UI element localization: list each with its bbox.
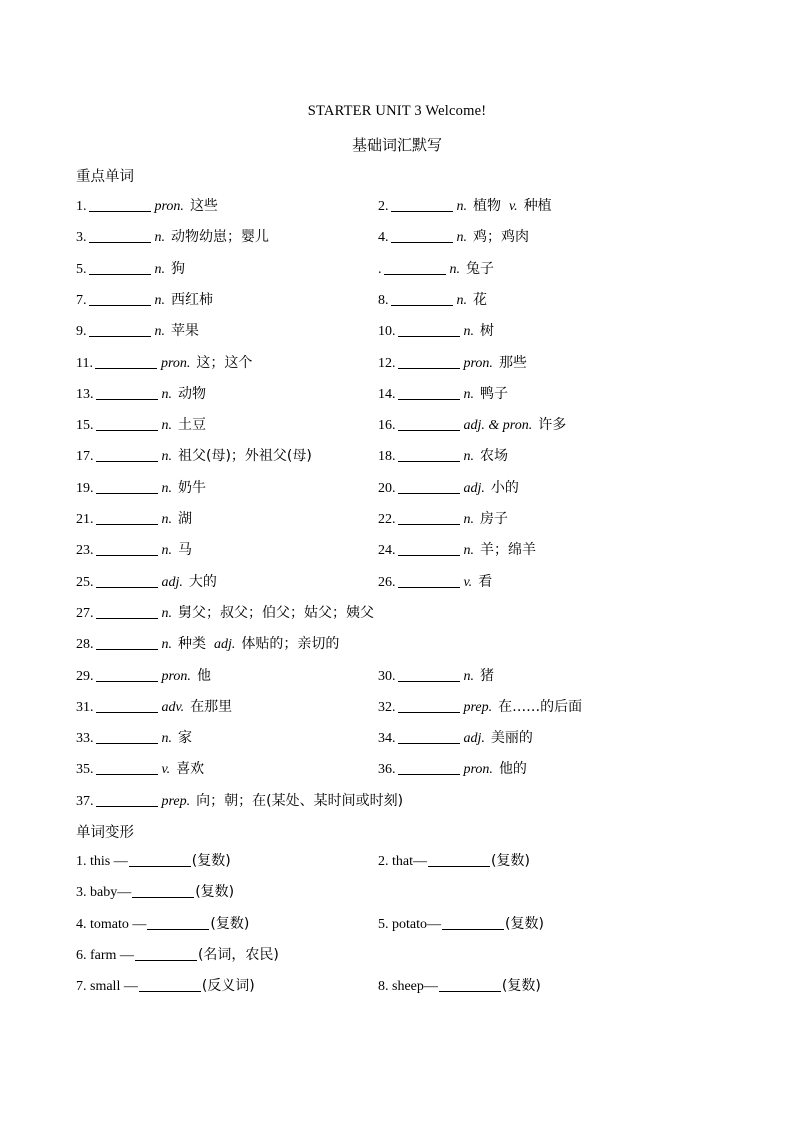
vocab-row bbox=[0, 384, 794, 406]
vocab-item bbox=[378, 509, 508, 530]
part-of-speech: n. bbox=[161, 605, 172, 621]
answer-blank[interactable] bbox=[398, 760, 460, 775]
page-subtitle: 基础词汇默写 bbox=[351, 136, 442, 154]
vocab-item bbox=[378, 572, 492, 593]
vocab-item bbox=[378, 728, 533, 749]
part-of-speech: adj. & pron. bbox=[463, 418, 533, 434]
vocab-row bbox=[0, 603, 794, 625]
item-number: 28. bbox=[76, 637, 94, 653]
vocab-item bbox=[378, 196, 552, 217]
part-of-speech: n. bbox=[154, 261, 165, 277]
chinese-meaning: 种类 bbox=[178, 636, 206, 653]
item-number: 24. bbox=[378, 543, 396, 559]
form-hint: (复数) bbox=[505, 915, 544, 932]
chinese-meaning: 美丽的 bbox=[490, 730, 533, 747]
vocab-item bbox=[378, 321, 494, 342]
vocab-row bbox=[0, 353, 794, 375]
vocab-item bbox=[76, 509, 192, 530]
chinese-meaning: 他 bbox=[196, 667, 211, 684]
chinese-meaning: 祖父(母)；外祖父(母) bbox=[178, 448, 312, 465]
item-number: 1. bbox=[76, 199, 87, 214]
part-of-speech: n. bbox=[463, 386, 474, 402]
answer-blank[interactable] bbox=[96, 667, 158, 682]
vocab-item bbox=[378, 540, 536, 561]
vocab-item bbox=[378, 259, 494, 280]
answer-blank[interactable] bbox=[398, 698, 460, 713]
part-of-speech: n. bbox=[154, 324, 165, 340]
vocab-item bbox=[76, 227, 269, 248]
word-prompt: 6. farm — bbox=[76, 947, 134, 963]
item-number: 13. bbox=[76, 386, 94, 402]
page-title: STARTER UNIT 3 Welcome! bbox=[307, 103, 487, 119]
part-of-speech: pron. bbox=[463, 355, 493, 371]
vocab-item bbox=[76, 446, 312, 467]
vocab-item bbox=[378, 384, 508, 405]
answer-blank[interactable] bbox=[96, 447, 158, 462]
form-hint: (复数) bbox=[191, 853, 231, 869]
part-of-speech: prep. bbox=[161, 793, 191, 809]
item-number: 34. bbox=[378, 731, 396, 747]
chinese-meaning: 在……的后面 bbox=[498, 698, 583, 715]
item-number: . bbox=[378, 261, 382, 277]
vocab-item bbox=[76, 353, 252, 374]
vocab-item bbox=[76, 603, 374, 624]
part-of-speech: prep. bbox=[463, 699, 493, 715]
chinese-meaning: 动物 bbox=[178, 385, 206, 402]
item-number: 32. bbox=[378, 699, 396, 715]
vocab-row bbox=[0, 728, 794, 750]
part-of-speech: n. bbox=[456, 199, 467, 214]
vocab-row bbox=[0, 572, 794, 594]
chinese-meaning: 这些 bbox=[189, 198, 218, 214]
item-number: 18. bbox=[378, 449, 396, 465]
answer-blank[interactable] bbox=[96, 510, 158, 525]
vocab-row bbox=[0, 196, 794, 218]
answer-blank[interactable] bbox=[89, 291, 151, 306]
word-prompt: 3. baby— bbox=[76, 885, 132, 901]
chinese-meaning: 土豆 bbox=[178, 417, 206, 434]
word-form-row bbox=[0, 945, 794, 967]
vocab-item bbox=[378, 697, 582, 718]
vocab-row bbox=[0, 666, 794, 688]
part-of-speech: n. bbox=[161, 449, 172, 465]
answer-blank[interactable] bbox=[398, 541, 460, 556]
answer-blank[interactable] bbox=[384, 260, 446, 275]
chinese-meaning: 鸭子 bbox=[480, 385, 508, 402]
item-number: 4. bbox=[378, 230, 389, 246]
word-form-row bbox=[0, 851, 794, 873]
item-number: 17. bbox=[76, 449, 94, 465]
vocab-item bbox=[378, 759, 527, 780]
answer-blank[interactable] bbox=[89, 197, 151, 212]
vocab-row bbox=[0, 759, 794, 781]
answer-blank[interactable] bbox=[96, 573, 158, 588]
vocab-item bbox=[378, 290, 487, 311]
chinese-meaning: 舅父；叔父；伯父；姑父；姨父 bbox=[178, 604, 374, 621]
vocab-row bbox=[0, 509, 794, 531]
chinese-meaning: 他的 bbox=[498, 761, 527, 778]
word-form-item bbox=[76, 976, 255, 997]
chinese-meaning: 湖 bbox=[178, 511, 192, 527]
vocab-item bbox=[76, 321, 199, 342]
word-prompt: 8. sheep— bbox=[378, 979, 438, 995]
part-of-speech: pron. bbox=[161, 668, 191, 684]
answer-blank[interactable] bbox=[95, 354, 157, 369]
part-of-speech: n. bbox=[161, 480, 172, 496]
vocab-item bbox=[378, 415, 566, 436]
item-number: 7. bbox=[76, 292, 87, 308]
answer-blank[interactable] bbox=[96, 635, 158, 650]
chinese-meaning: 苹果 bbox=[171, 323, 199, 340]
answer-blank[interactable] bbox=[398, 667, 460, 682]
answer-blank[interactable] bbox=[89, 260, 151, 275]
answer-blank[interactable] bbox=[132, 883, 194, 898]
item-number: 27. bbox=[76, 605, 94, 621]
answer-blank[interactable] bbox=[391, 291, 453, 306]
part-of-speech: adj. bbox=[463, 731, 485, 747]
item-number: 21. bbox=[76, 512, 94, 527]
chinese-meaning: 狗 bbox=[171, 260, 185, 277]
part-of-speech: n. bbox=[463, 543, 474, 559]
chinese-meaning: 奶牛 bbox=[178, 479, 206, 496]
answer-blank[interactable] bbox=[135, 946, 197, 961]
chinese-meaning: 房子 bbox=[480, 511, 508, 527]
chinese-meaning-2: 体贴的；亲切的 bbox=[241, 636, 340, 653]
item-number: 26. bbox=[378, 574, 396, 590]
item-number: 5. bbox=[76, 261, 87, 277]
vocab-row bbox=[0, 540, 794, 562]
chinese-meaning: 向；朝；在(某处、某时间或时刻) bbox=[196, 792, 404, 809]
item-number: 33. bbox=[76, 731, 94, 747]
chinese-meaning: 那些 bbox=[498, 354, 527, 371]
chinese-meaning: 马 bbox=[178, 542, 192, 559]
item-number: 16. bbox=[378, 418, 396, 434]
word-form-row bbox=[0, 914, 794, 936]
item-number: 19. bbox=[76, 480, 94, 496]
chinese-meaning: 树 bbox=[480, 323, 494, 340]
part-of-speech: n. bbox=[463, 449, 474, 465]
chinese-meaning: 猪 bbox=[480, 667, 494, 684]
chinese-meaning: 花 bbox=[473, 291, 487, 308]
vocab-item bbox=[378, 446, 508, 467]
item-number: 31. bbox=[76, 699, 94, 715]
form-hint: (名词，农民) bbox=[197, 946, 279, 963]
answer-blank[interactable] bbox=[398, 573, 460, 588]
chinese-meaning: 许多 bbox=[538, 417, 567, 434]
part-of-speech: n. bbox=[463, 668, 474, 684]
vocab-item bbox=[76, 196, 218, 217]
section-heading-key-words: 重点单词 bbox=[76, 169, 134, 185]
vocab-item bbox=[76, 791, 403, 812]
item-number: 11. bbox=[76, 355, 93, 371]
item-number: 23. bbox=[76, 543, 94, 559]
vocab-item bbox=[76, 759, 204, 780]
answer-blank[interactable] bbox=[398, 479, 460, 494]
part-of-speech: n. bbox=[456, 292, 467, 308]
part-of-speech: n. bbox=[161, 418, 172, 434]
item-number: 37. bbox=[76, 793, 94, 809]
word-prompt: 4. tomato — bbox=[76, 916, 147, 932]
vocab-row bbox=[0, 290, 794, 312]
item-number: 12. bbox=[378, 355, 396, 371]
chinese-meaning: 鸡；鸡肉 bbox=[473, 229, 529, 246]
answer-blank[interactable] bbox=[96, 479, 158, 494]
item-number: 22. bbox=[378, 512, 396, 527]
item-number: 20. bbox=[378, 480, 396, 496]
section-heading-word-forms: 单词变形 bbox=[76, 825, 134, 841]
part-of-speech: adv. bbox=[161, 699, 185, 715]
answer-blank[interactable] bbox=[89, 228, 151, 243]
answer-blank[interactable] bbox=[96, 604, 158, 619]
vocab-row bbox=[0, 697, 794, 719]
vocab-item bbox=[76, 478, 206, 499]
word-form-item bbox=[76, 945, 279, 966]
vocab-row bbox=[0, 634, 794, 656]
vocab-item bbox=[76, 634, 339, 655]
answer-blank[interactable] bbox=[96, 698, 158, 713]
part-of-speech: n. bbox=[463, 512, 474, 527]
vocab-row bbox=[0, 415, 794, 437]
answer-blank[interactable] bbox=[442, 915, 504, 930]
word-form-item bbox=[76, 882, 234, 903]
answer-blank[interactable] bbox=[439, 977, 501, 992]
part-of-speech: n. bbox=[161, 731, 172, 747]
chinese-meaning: 兔子 bbox=[466, 260, 494, 277]
item-number: 25. bbox=[76, 574, 94, 590]
vocab-item bbox=[378, 478, 519, 499]
vocab-row bbox=[0, 259, 794, 281]
answer-blank[interactable] bbox=[96, 760, 158, 775]
word-form-item bbox=[76, 851, 231, 872]
word-form-item bbox=[76, 914, 249, 935]
vocab-item bbox=[76, 290, 213, 311]
chinese-meaning: 羊；绵羊 bbox=[480, 542, 536, 559]
item-number: 36. bbox=[378, 762, 396, 778]
part-of-speech-2: v. bbox=[509, 199, 518, 214]
item-number: 8. bbox=[378, 292, 389, 308]
vocab-item bbox=[378, 227, 529, 248]
vocab-item bbox=[76, 540, 192, 561]
part-of-speech: pron. bbox=[463, 762, 493, 778]
vocab-item bbox=[76, 666, 211, 687]
answer-blank[interactable] bbox=[398, 322, 460, 337]
word-prompt: 7. small — bbox=[76, 979, 138, 995]
word-prompt: 5. potato— bbox=[378, 916, 441, 932]
answer-blank[interactable] bbox=[398, 416, 460, 431]
part-of-speech: v. bbox=[463, 574, 473, 590]
answer-blank[interactable] bbox=[398, 729, 460, 744]
answer-blank[interactable] bbox=[398, 510, 460, 525]
part-of-speech: pron. bbox=[154, 199, 184, 214]
answer-blank[interactable] bbox=[96, 541, 158, 556]
part-of-speech: n. bbox=[161, 386, 172, 402]
vocab-item bbox=[76, 259, 185, 280]
vocab-item bbox=[76, 572, 217, 593]
answer-blank[interactable] bbox=[96, 792, 158, 807]
item-number: 2. bbox=[378, 199, 389, 214]
chinese-meaning: 植物 bbox=[473, 198, 501, 214]
part-of-speech: n. bbox=[154, 230, 165, 246]
answer-blank[interactable] bbox=[96, 385, 158, 400]
form-hint: (复数) bbox=[491, 853, 530, 869]
part-of-speech: n. bbox=[161, 543, 172, 559]
chinese-meaning: 喜欢 bbox=[176, 761, 205, 778]
answer-blank[interactable] bbox=[96, 416, 158, 431]
vocab-row bbox=[0, 446, 794, 468]
answer-blank[interactable] bbox=[398, 354, 460, 369]
item-number: 15. bbox=[76, 418, 94, 434]
vocab-row bbox=[0, 478, 794, 500]
item-number: 3. bbox=[76, 230, 87, 246]
form-hint: (反义词) bbox=[201, 978, 255, 995]
vocab-item bbox=[76, 415, 206, 436]
part-of-speech: n. bbox=[449, 261, 460, 277]
part-of-speech: pron. bbox=[160, 355, 191, 371]
chinese-meaning: 农场 bbox=[480, 448, 508, 465]
answer-blank[interactable] bbox=[398, 447, 460, 462]
answer-blank[interactable] bbox=[391, 197, 453, 212]
item-number: 30. bbox=[378, 668, 396, 684]
form-hint: (复数) bbox=[210, 915, 250, 932]
vocab-row bbox=[0, 227, 794, 249]
answer-blank[interactable] bbox=[129, 852, 191, 867]
chinese-meaning: 这；这个 bbox=[196, 354, 253, 371]
item-number: 35. bbox=[76, 762, 94, 778]
word-form-item bbox=[378, 914, 544, 935]
part-of-speech: n. bbox=[161, 512, 172, 527]
vocab-row bbox=[0, 321, 794, 343]
vocab-item bbox=[76, 384, 206, 405]
item-number: 10. bbox=[378, 324, 396, 340]
item-number: 14. bbox=[378, 386, 396, 402]
answer-blank[interactable] bbox=[398, 385, 460, 400]
word-form-row bbox=[0, 976, 794, 998]
part-of-speech: v. bbox=[161, 762, 171, 778]
chinese-meaning: 家 bbox=[178, 730, 192, 747]
chinese-meaning: 动物幼崽；婴儿 bbox=[171, 229, 269, 246]
word-form-row bbox=[0, 882, 794, 904]
answer-blank[interactable] bbox=[96, 729, 158, 744]
vocab-item bbox=[378, 666, 494, 687]
chinese-meaning: 小的 bbox=[490, 479, 519, 496]
word-form-item bbox=[378, 976, 541, 997]
part-of-speech: n. bbox=[161, 637, 172, 653]
vocab-item bbox=[378, 353, 527, 374]
form-hint: (复数) bbox=[195, 884, 235, 901]
part-of-speech: n. bbox=[463, 324, 474, 340]
answer-blank[interactable] bbox=[89, 322, 151, 337]
word-prompt: 1. this — bbox=[76, 854, 128, 869]
part-of-speech: adj. bbox=[463, 480, 485, 496]
answer-blank[interactable] bbox=[428, 852, 490, 867]
answer-blank[interactable] bbox=[139, 977, 201, 992]
answer-blank[interactable] bbox=[147, 915, 209, 930]
answer-blank[interactable] bbox=[391, 228, 453, 243]
chinese-meaning: 大的 bbox=[188, 573, 217, 590]
part-of-speech: n. bbox=[154, 292, 165, 308]
chinese-meaning: 看 bbox=[478, 573, 493, 590]
chinese-meaning-2: 种植 bbox=[523, 198, 552, 214]
part-of-speech: n. bbox=[456, 230, 467, 246]
vocab-row bbox=[0, 791, 794, 813]
part-of-speech: adj. bbox=[161, 574, 183, 590]
chinese-meaning: 在那里 bbox=[190, 698, 233, 715]
word-prompt: 2. that— bbox=[378, 854, 427, 869]
chinese-meaning: 西红柿 bbox=[171, 291, 213, 308]
part-of-speech-2: adj. bbox=[214, 637, 236, 653]
form-hint: (复数) bbox=[501, 978, 541, 995]
item-number: 29. bbox=[76, 668, 94, 684]
vocab-item bbox=[76, 697, 232, 718]
word-form-item bbox=[378, 851, 530, 872]
item-number: 9. bbox=[76, 324, 87, 340]
vocab-item bbox=[76, 728, 192, 749]
